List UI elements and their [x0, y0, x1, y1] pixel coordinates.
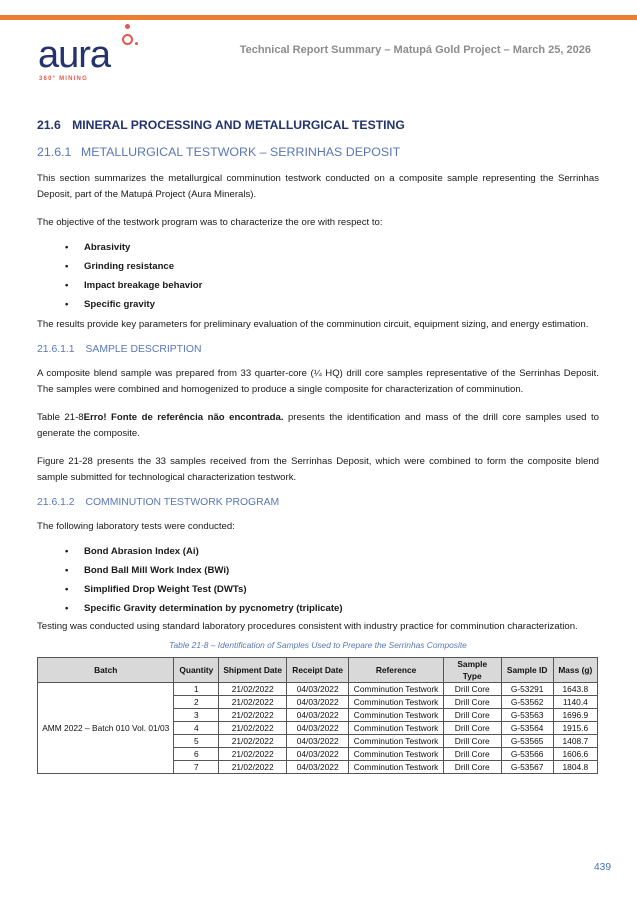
- reference-error-text: Erro! Fonte de referência não encontrada.: [83, 412, 284, 423]
- table-reference-link[interactable]: Table 21-8: [37, 412, 84, 423]
- section-title: MINERAL PROCESSING AND METALLURGICAL TESTING: [72, 118, 405, 132]
- heading-title: COMMINUTION TESTWORK PROGRAM: [85, 497, 280, 508]
- list-item: • Simplified Drop Weight Test (DWTs): [65, 583, 247, 595]
- testwork-program-heading: [37, 497, 599, 508]
- aura-logo: [38, 24, 148, 84]
- list-item: • Bond Abrasion Index (Ai): [65, 545, 199, 557]
- table-row: 7 21/02/2022 04/03/2022 Comminution Testwork Drill Core G-53567 1804.8: [38, 761, 598, 774]
- header-accent-bar: [0, 15, 637, 20]
- sample-description-heading: [37, 344, 599, 355]
- report-header-title: Technical Report Summary – Matupá Gold Project – March 25, 2026: [239, 44, 591, 56]
- samples-table: [37, 657, 598, 774]
- logo-ring-icon: [122, 34, 133, 45]
- subsection-number: 21.6.1: [37, 145, 72, 159]
- col-shipment-date: Shipment Date: [219, 658, 287, 683]
- bullet-icon: •: [65, 298, 69, 310]
- objective-paragraph: The objective of the testwork program was to characterize the ore with respect to:: [37, 217, 383, 228]
- table-row: 5 21/02/2022 04/03/2022 Comminution Testwork Drill Core G-53565 1408.7: [38, 735, 598, 748]
- col-batch: Batch: [38, 658, 174, 683]
- table-row: 4 21/02/2022 04/03/2022 Comminution Testwork Drill Core G-53564 1915.6: [38, 722, 598, 735]
- table-header-row: [38, 658, 598, 683]
- bullet-icon: •: [65, 545, 69, 557]
- sample-paragraph-3: Figure 21-28 presents the 33 samples received from the Serrinhas Deposit, which were combined to form the composite blend sample submitted for technological characterization testwork.: [37, 456, 599, 483]
- col-receipt-date: Receipt Date: [287, 658, 349, 683]
- heading-number: 21.6.1.1: [37, 344, 75, 355]
- logo-wordmark: aura: [38, 34, 111, 76]
- intro-paragraph: This section summarizes the metallurgical comminution testwork conducted on a composite sample representing the Serrinhas Deposit, part of the Matupá Project (Aura Minerals).: [37, 173, 599, 200]
- page-content: [37, 118, 599, 774]
- table-caption: Table 21-8 – Identification of Samples Used to Prepare the Serrinhas Composite: [169, 640, 467, 650]
- section-number: 21.6: [37, 118, 61, 132]
- bullet-icon: •: [65, 583, 69, 595]
- table-row: 3 21/02/2022 04/03/2022 Comminution Testwork Drill Core G-53563 1696.9: [38, 709, 598, 722]
- list-item: • Grinding resistance: [65, 260, 175, 272]
- list-item: • Impact breakage behavior: [65, 279, 203, 291]
- bullet-icon: •: [65, 564, 69, 576]
- sample-paragraph-1: A composite blend sample was prepared from 33 quarter-core (¼ HQ) drill core samples representative of the Serrinhas Deposit. The samples were combined and homogenized to produce a single composite for characterization of comminution.: [37, 368, 599, 395]
- bullet-icon: •: [65, 260, 69, 272]
- col-mass: Mass (g): [553, 658, 597, 683]
- col-reference: Reference: [349, 658, 444, 683]
- list-item: • Specific gravity: [65, 298, 155, 310]
- page-number: 439: [594, 862, 611, 873]
- col-sample-id: Sample ID: [501, 658, 553, 683]
- bullet-icon: •: [65, 279, 69, 291]
- results-paragraph: The results provide key parameters for preliminary evaluation of the comminution circuit, equipment sizing, and energy estimation.: [37, 318, 589, 330]
- logo-dot-icon: [125, 24, 130, 29]
- testwork-intro: The following laboratory tests were conducted:: [37, 521, 235, 532]
- list-item: • Abrasivity: [65, 241, 131, 253]
- col-sample-type: Sample Type: [443, 658, 501, 683]
- table-row: AMM 2022 – Batch 010 Vol. 01/03 1 21/02/2022 04/03/2022 Comminution Testwork Drill Core G-53291 1643.8: [38, 683, 598, 696]
- subsection-title: METALLURGICAL TESTWORK – SERRINHAS DEPOSIT: [80, 145, 401, 159]
- sample-paragraph-2: Table 21-8Erro! Fonte de referência não encontrada. presents the identification and mass of the drill core samples used to generate the composite.: [37, 412, 599, 439]
- subsection-heading: [37, 145, 599, 159]
- list-item: • Specific Gravity determination by pycnometry (triplicate): [65, 602, 343, 614]
- logo-tagline: 360° MINING: [39, 76, 88, 82]
- testwork-closing: Testing was conducted using standard laboratory procedures consistent with industry practice for comminution characterization.: [37, 620, 578, 632]
- table-row: 6 21/02/2022 04/03/2022 Comminution Testwork Drill Core G-53566 1606.6: [38, 748, 598, 761]
- batch-cell: AMM 2022 – Batch 010 Vol. 01/03: [38, 683, 174, 774]
- section-heading: [37, 118, 599, 132]
- heading-number: 21.6.1.2: [37, 497, 75, 508]
- col-quantity: Quantity: [174, 658, 219, 683]
- heading-title: SAMPLE DESCRIPTION: [85, 344, 202, 355]
- tests-list: [37, 545, 599, 615]
- bullet-icon: •: [65, 241, 69, 253]
- objectives-list: [37, 241, 599, 311]
- list-item: • Bond Ball Mill Work Index (BWi): [65, 564, 230, 576]
- table-row: 2 21/02/2022 04/03/2022 Comminution Testwork Drill Core G-53562 1140.4: [38, 696, 598, 709]
- logo-dot-icon: [135, 42, 138, 45]
- bullet-icon: •: [65, 602, 69, 614]
